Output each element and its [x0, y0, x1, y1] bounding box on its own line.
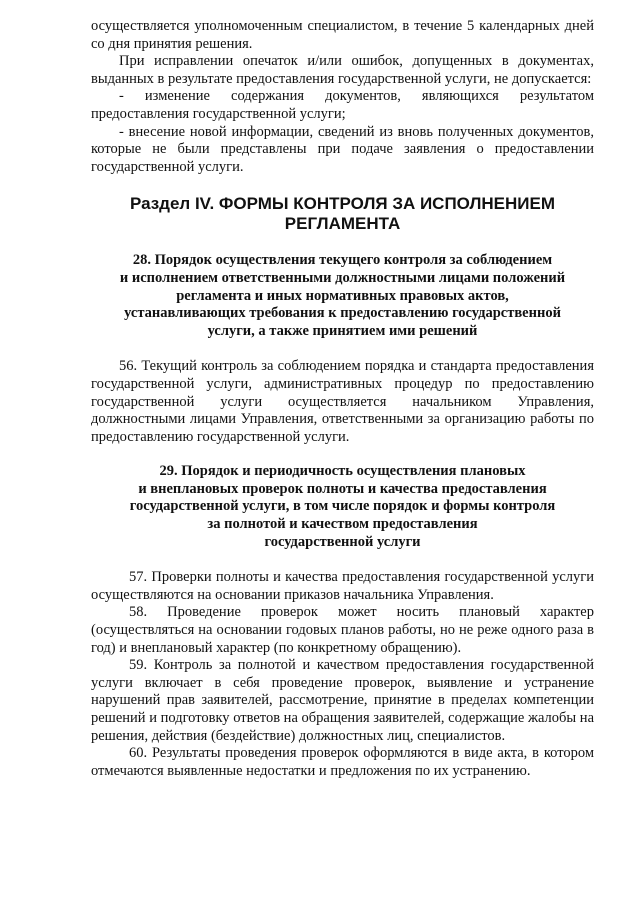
- heading-line: 29. Порядок и периодичность осуществления плановых: [159, 463, 526, 480]
- heading-line: устанавливающих требования к предоставлению государственной: [124, 305, 561, 322]
- paragraph-60: 60. Результаты проведения проверок оформляются в виде акта, в котором отмечаются выявленные недостатки и предложения по их устранению.: [91, 745, 594, 779]
- heading-line: 28. Порядок осуществления текущего контроля за соблюдением: [132, 252, 553, 269]
- paragraph-58: 58. Проведение проверок может носить плановый характер (осуществляться на основании годовых планов работы, но не реже одного раза в год) и внеплановый характер (по конкретному обращению).: [91, 604, 594, 656]
- subsection-29-heading: [91, 463, 594, 551]
- section-title-line-2: РЕГЛАМЕНТА: [284, 214, 401, 234]
- paragraph-59: 59. Контроль за полнотой и качеством предоставления государственной услуги включает в себя проведение проверок, выявление и устранение нарушений прав заявителей, рассмотрение, принятие в пределах компетенции решений и подготовку ответов на обращения заявителей, содержащие жалобы на решения, действия (бездействие) должностных лиц, специалистов.: [91, 657, 594, 744]
- paragraph-56: 56. Текущий контроль за соблюдением порядка и стандарта предоставления государственной услуги, административных процедур по предоставлению государственной услуги осуществляется начальником Управления, должностными лицами Управления, ответственными за организацию работы по предоставлению государственной услуги.: [91, 358, 594, 445]
- heading-line: государственной услуги, в том числе порядок и формы контроля: [129, 498, 556, 515]
- document-page: [91, 18, 594, 780]
- heading-line: и внеплановых проверок полноты и качества предоставления: [138, 480, 547, 497]
- heading-line: за полнотой и качеством предоставления: [207, 516, 478, 533]
- section-title-line-1: Раздел IV. ФОРМЫ КОНТРОЛЯ ЗА ИСПОЛНЕНИЕМ: [129, 194, 556, 214]
- paragraph-corrections: При исправлении опечаток и/или ошибок, допущенных в документах, выданных в результате предоставления государственной услуги, не допускается:: [91, 53, 594, 87]
- heading-line: и исполнением ответственными должностными лицами положений: [119, 269, 566, 286]
- heading-line: государственной услуги: [264, 533, 421, 550]
- paragraph-57: 57. Проверки полноты и качества предоставления государственной услуги осуществляются на основании приказов начальника Управления.: [91, 569, 594, 603]
- subsection-28-heading: [91, 252, 594, 340]
- heading-line: услуги, а также принятием ими решений: [207, 322, 478, 339]
- list-item-new-info: - внесение новой информации, сведений из вновь полученных документов, которые не были представлены при подаче заявления о предоставлении государственной услуги.: [91, 123, 594, 175]
- heading-line: регламента и иных нормативных правовых актов,: [176, 287, 509, 304]
- list-item-content-change: - изменение содержания документов, являющихся результатом предоставления государственной услуги;: [91, 88, 594, 122]
- section-title: [91, 194, 594, 234]
- paragraph-intro-continuation: осуществляется уполномоченным специалистом, в течение 5 календарных дней со дня принятия решения.: [91, 18, 594, 52]
